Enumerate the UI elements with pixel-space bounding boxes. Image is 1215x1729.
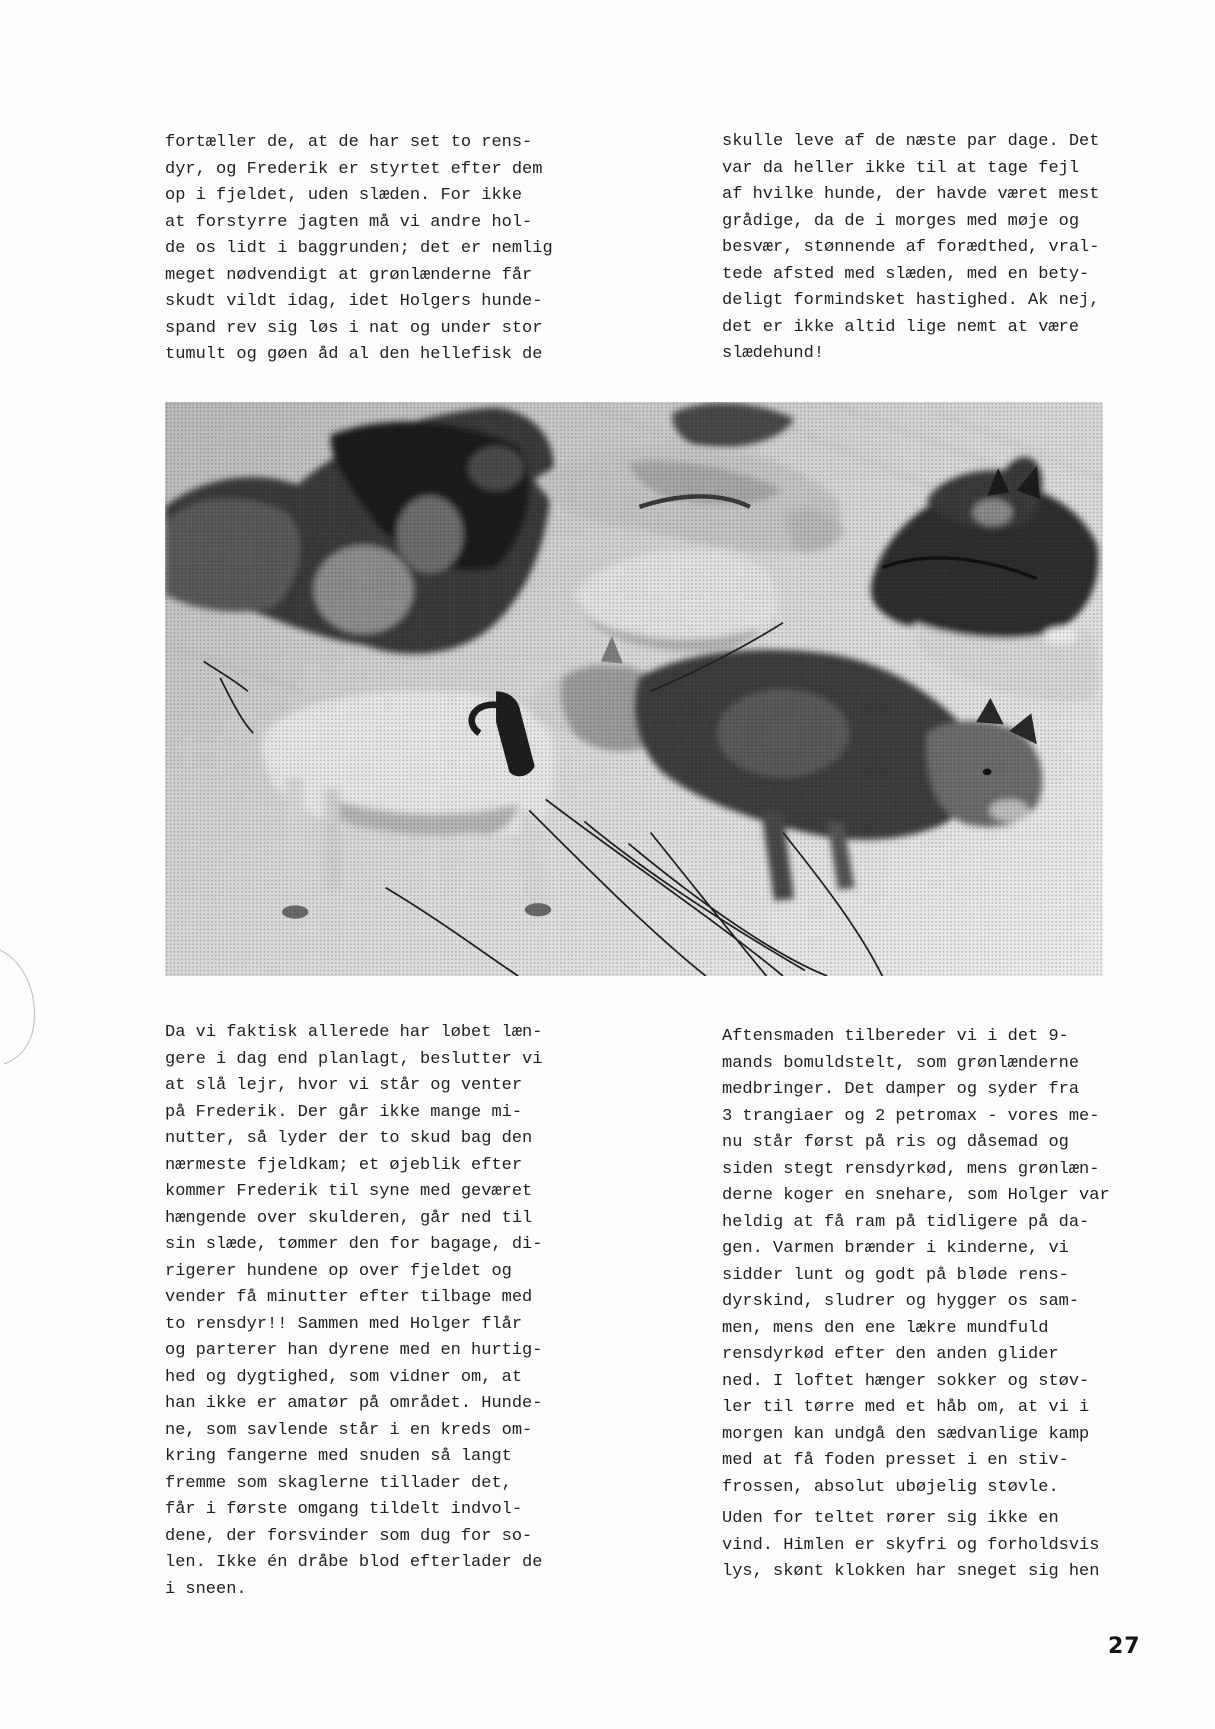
paragraph — [722, 1024, 1122, 1501]
text-line: to rensdyr!! Sammen med Holger flår — [165, 1314, 523, 1334]
text-line: han ikke er amatør på området. Hunde- — [165, 1394, 543, 1413]
text-line: sin slæde, tømmer den for bagage, di- — [165, 1235, 543, 1254]
text-line: medbringer. Det damper og syder fra — [722, 1080, 1080, 1099]
text-line: vind. Himlen er skyfri og forholdsvis — [722, 1535, 1100, 1555]
text-line: gen. Varmen brænder i kinderne, vi — [722, 1239, 1069, 1258]
text-line: dyr, og Frederik er styrtet efter dem — [165, 159, 543, 179]
text-line: frossen, absolut ubøjelig støvle. — [722, 1477, 1059, 1497]
text-line: meget nødvendigt at grønlænderne får — [165, 265, 533, 285]
text-line: kommer Frederik til syne med geværet — [165, 1182, 533, 1201]
photo-image — [165, 402, 1103, 976]
text-line: rensdyrkød efter den anden glider — [722, 1345, 1059, 1364]
text-line: med at få foden presset i en stiv- — [722, 1451, 1069, 1470]
text-line: grådige, da de i morges med møje og — [722, 211, 1080, 231]
text-line: får i første omgang tildelt indvol- — [165, 1500, 523, 1519]
text-line: Aftensmaden tilbereder vi i det 9- — [722, 1027, 1069, 1046]
text-line: sidder lunt og godt på bløde rens- — [722, 1265, 1069, 1285]
text-line: hængende over skulderen, går ned til — [165, 1208, 533, 1228]
text-line: ned. I loftet hænger sokker og støv- — [722, 1371, 1090, 1391]
text-line: slædehund! — [722, 344, 825, 363]
text-line: det er ikke altid lige nemt at være — [722, 317, 1080, 337]
text-line: op i fjeldet, uden slæden. For ikke — [165, 186, 523, 205]
text-line: fremme som skaglerne tillader det, — [165, 1473, 512, 1493]
text-line: at forstyrre jagten må vi andre hol- — [165, 212, 533, 232]
text-line: 3 trangiaer og 2 petromax - vores me- — [722, 1106, 1100, 1126]
text-column-bottom-right — [722, 1024, 1122, 1586]
scan-edge-mark — [0, 946, 48, 1066]
text-line: deligt formindsket hastighed. Ak nej, — [722, 291, 1100, 310]
paragraph — [165, 1020, 565, 1603]
text-line: vender få minutter efter tilbage med — [165, 1288, 533, 1307]
text-line: tede afsted med slæden, med en bety- — [722, 264, 1090, 284]
text-line: og parterer han dyrene med en hurtig- — [165, 1341, 543, 1360]
text-line: hed og dygtighed, som vidner om, at — [165, 1367, 523, 1387]
text-line: skudt vildt idag, idet Holgers hunde- — [165, 292, 543, 311]
text-line: kring fangerne med snuden så langt — [165, 1447, 512, 1466]
photo-sled-dogs — [165, 402, 1103, 976]
text-line: dyrskind, sludrer og hygger os sam- — [722, 1292, 1080, 1311]
text-column-bottom-left — [165, 1020, 565, 1603]
text-line: rigerer hundene op over fjeldet og — [165, 1261, 512, 1281]
text-line: nutter, så lyder der to skud bag den — [165, 1129, 533, 1148]
page-number: 27 — [1108, 1634, 1141, 1659]
text-line: på Frederik. Der går ikke mange mi- — [165, 1102, 523, 1122]
text-column-top-left — [165, 130, 565, 369]
text-line: siden stegt rensdyrkød, mens grønlæn- — [722, 1159, 1100, 1179]
text-line: mands bomuldstelt, som grønlænderne — [722, 1053, 1080, 1073]
text-line: gere i dag end planlagt, beslutter vi — [165, 1049, 543, 1069]
text-line: men, mens den ene lækre mundfuld — [722, 1318, 1049, 1338]
text-line: var da heller ikke til at tage fejl — [722, 158, 1080, 178]
paragraph — [722, 129, 1122, 368]
text-line: Da vi faktisk allerede har løbet læn- — [165, 1023, 543, 1042]
text-line: len. Ikke én dråbe blod efterlader de — [165, 1553, 543, 1572]
text-line: heldig at få ram på tidligere på da- — [722, 1212, 1090, 1232]
text-line: fortæller de, at de har set to rens- — [165, 133, 533, 152]
text-line: tumult og gøen åd al den hellefisk de — [165, 345, 543, 364]
paragraph — [722, 1506, 1122, 1586]
text-line: derne koger en snehare, som Holger var — [722, 1186, 1110, 1205]
text-line: af hvilke hunde, der havde været mest — [722, 185, 1100, 204]
text-line: Uden for teltet rører sig ikke en — [722, 1509, 1059, 1528]
text-column-top-right — [722, 129, 1122, 368]
text-line: morgen kan undgå den sædvanlige kamp — [722, 1424, 1090, 1444]
text-line: skulle leve af de næste par dage. Det — [722, 132, 1100, 151]
text-line: de os lidt i baggrunden; det er nemlig — [165, 239, 553, 258]
text-line: besvær, stønnende af forædthed, vral- — [722, 238, 1100, 257]
text-line: ne, som savlende står i en kreds om- — [165, 1420, 533, 1440]
text-line: spand rev sig løs i nat og under stor — [165, 318, 543, 338]
text-line: nærmeste fjeldkam; et øjeblik efter — [165, 1155, 523, 1175]
text-line: i sneen. — [165, 1579, 247, 1599]
text-line: at slå lejr, hvor vi står og venter — [165, 1076, 523, 1095]
paragraph — [165, 130, 565, 369]
text-line: nu står først på ris og dåsemad og — [722, 1133, 1069, 1152]
text-line: ler til tørre med et håb om, at vi i — [722, 1398, 1090, 1417]
text-line: dene, der forsvinder som dug for so- — [165, 1526, 533, 1546]
text-line: lys, skønt klokken har sneget sig hen — [722, 1562, 1100, 1581]
